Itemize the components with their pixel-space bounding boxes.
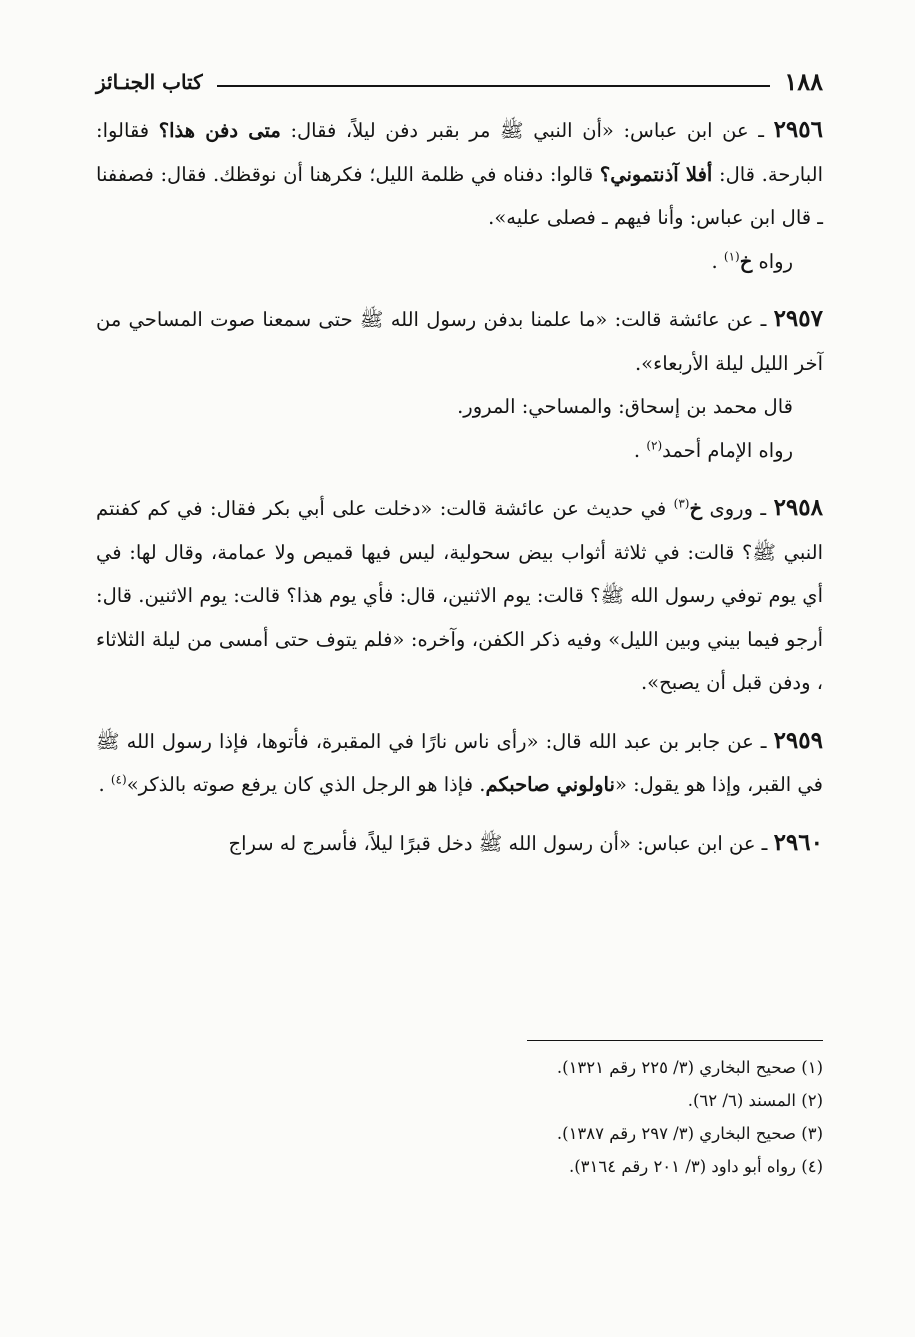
page-body bbox=[96, 108, 823, 865]
footnote-marker: (١) bbox=[723, 249, 740, 263]
footnote-marker: (٣) bbox=[673, 496, 690, 511]
hadith-text: ـ عن ابن عباس: «أن رسول الله ﷺ دخل قبرًا ليلاً، فأسرج له سراج bbox=[228, 831, 774, 855]
reference-label: رواه bbox=[752, 249, 793, 273]
chapter-title: كتاب الجنـائز bbox=[96, 70, 203, 94]
hadith-text: ـ وروى bbox=[702, 497, 774, 520]
page-header bbox=[96, 60, 823, 96]
footnotes bbox=[83, 1040, 823, 1183]
hadith-2960 bbox=[96, 821, 823, 866]
hadith-text: . فإذا هو الرجل الذي كان يرفع صوته بالذكر» bbox=[126, 773, 486, 796]
footnote-marker: (٤) bbox=[110, 772, 127, 787]
footnote-4: (٤) رواه أبو داود (٣/ ٢٠١ رقم ٣١٦٤). bbox=[568, 1157, 823, 1176]
hadith-number: ٢٩٥٦ bbox=[773, 116, 823, 143]
hadith-text: ـ عن ابن عباس: «أن النبي ﷺ مر بقبر دفن ليلاً، فقال: bbox=[280, 119, 774, 142]
page-number: ١٨٨ bbox=[784, 67, 823, 96]
header-rule bbox=[217, 85, 771, 87]
hadith-bold-text: متى دفن هذا؟ bbox=[158, 119, 281, 142]
reference-end: . bbox=[633, 438, 647, 462]
hadith-number: ٢٩٥٧ bbox=[773, 305, 823, 332]
reference-symbol: خ bbox=[689, 497, 703, 520]
hadith-text: قالوا: دفناه في ظلمة الليل؛ فكرهنا أن نوقظك. فقال: فصففنا ـ قال ابن عباس: وأنا فيهم ـ فصلى عليه». bbox=[96, 162, 823, 229]
hadith-bold-text: ناولوني صاحبكم bbox=[485, 773, 615, 796]
hadith-reference bbox=[96, 240, 823, 284]
hadith-2958 bbox=[96, 486, 823, 705]
hadith-text: في حديث عن عائشة قالت: «دخلت على أبي بكر فقال: في كم كفنتم النبي ﷺ؟ قالت: في ثلاثة أثواب بيض سحولية، ليس فيها قميص ولا عمامة، وقال لها: في أي يوم توفي رسول الله ﷺ؟ قالت: يوم الاثنين، قال: فأي يوم هذا؟ قالت: يوم الاثنين. قال: أرجو فيما بيني وبين الليل» وفيه ذكر الكفن، وآخره: «فلم يتوف حتى أمسى من ليلة الثلاثاء ، ودفن قبل أن يصبح». bbox=[96, 497, 823, 694]
footnote-3: (٣) صحيح البخاري (٣/ ٢٩٧ رقم ١٣٨٧). bbox=[556, 1124, 823, 1143]
hadith-2956 bbox=[96, 108, 823, 283]
hadith-2959 bbox=[96, 719, 823, 807]
reference-label: رواه الإمام أحمد bbox=[662, 438, 793, 462]
hadith-reference bbox=[96, 429, 823, 473]
footnote-marker: (٢) bbox=[646, 438, 663, 452]
footnote-1: (١) صحيح البخاري (٣/ ٢٢٥ رقم ١٣٢١). bbox=[556, 1058, 823, 1077]
reference-symbol: خ bbox=[739, 249, 753, 273]
hadith-number: ٢٩٦٠ bbox=[773, 828, 823, 856]
hadith-number: ٢٩٥٩ bbox=[773, 726, 823, 754]
hadith-end: . bbox=[98, 773, 111, 796]
hadith-2957 bbox=[96, 297, 823, 472]
hadith-text: ـ عن جابر بن عبد الله قال: «رأى ناس نارًا في المقبرة، فأتوها، فإذا رسول الله ﷺ في القبر، وإذا هو يقول: « bbox=[96, 729, 823, 796]
hadith-text: ـ عن عائشة قالت: «ما علمنا بدفن رسول الله ﷺ حتى سمعنا صوت المساحي من آخر الليل ليلة الأربعاء». bbox=[96, 308, 823, 375]
reference-end: . bbox=[711, 249, 724, 273]
hadith-note: قال محمد بن إسحاق: والمساحي: المرور. bbox=[457, 395, 793, 418]
footnote-rule bbox=[527, 1040, 823, 1041]
page bbox=[96, 60, 823, 879]
hadith-text: فقالوا: البارحة. قال: bbox=[96, 119, 823, 186]
hadith-bold-text: أفلا آذنتموني؟ bbox=[599, 162, 713, 186]
footnote-2: (٢) المسند (٦/ ٦٢). bbox=[687, 1091, 823, 1110]
hadith-number: ٢٩٥٨ bbox=[773, 494, 823, 521]
